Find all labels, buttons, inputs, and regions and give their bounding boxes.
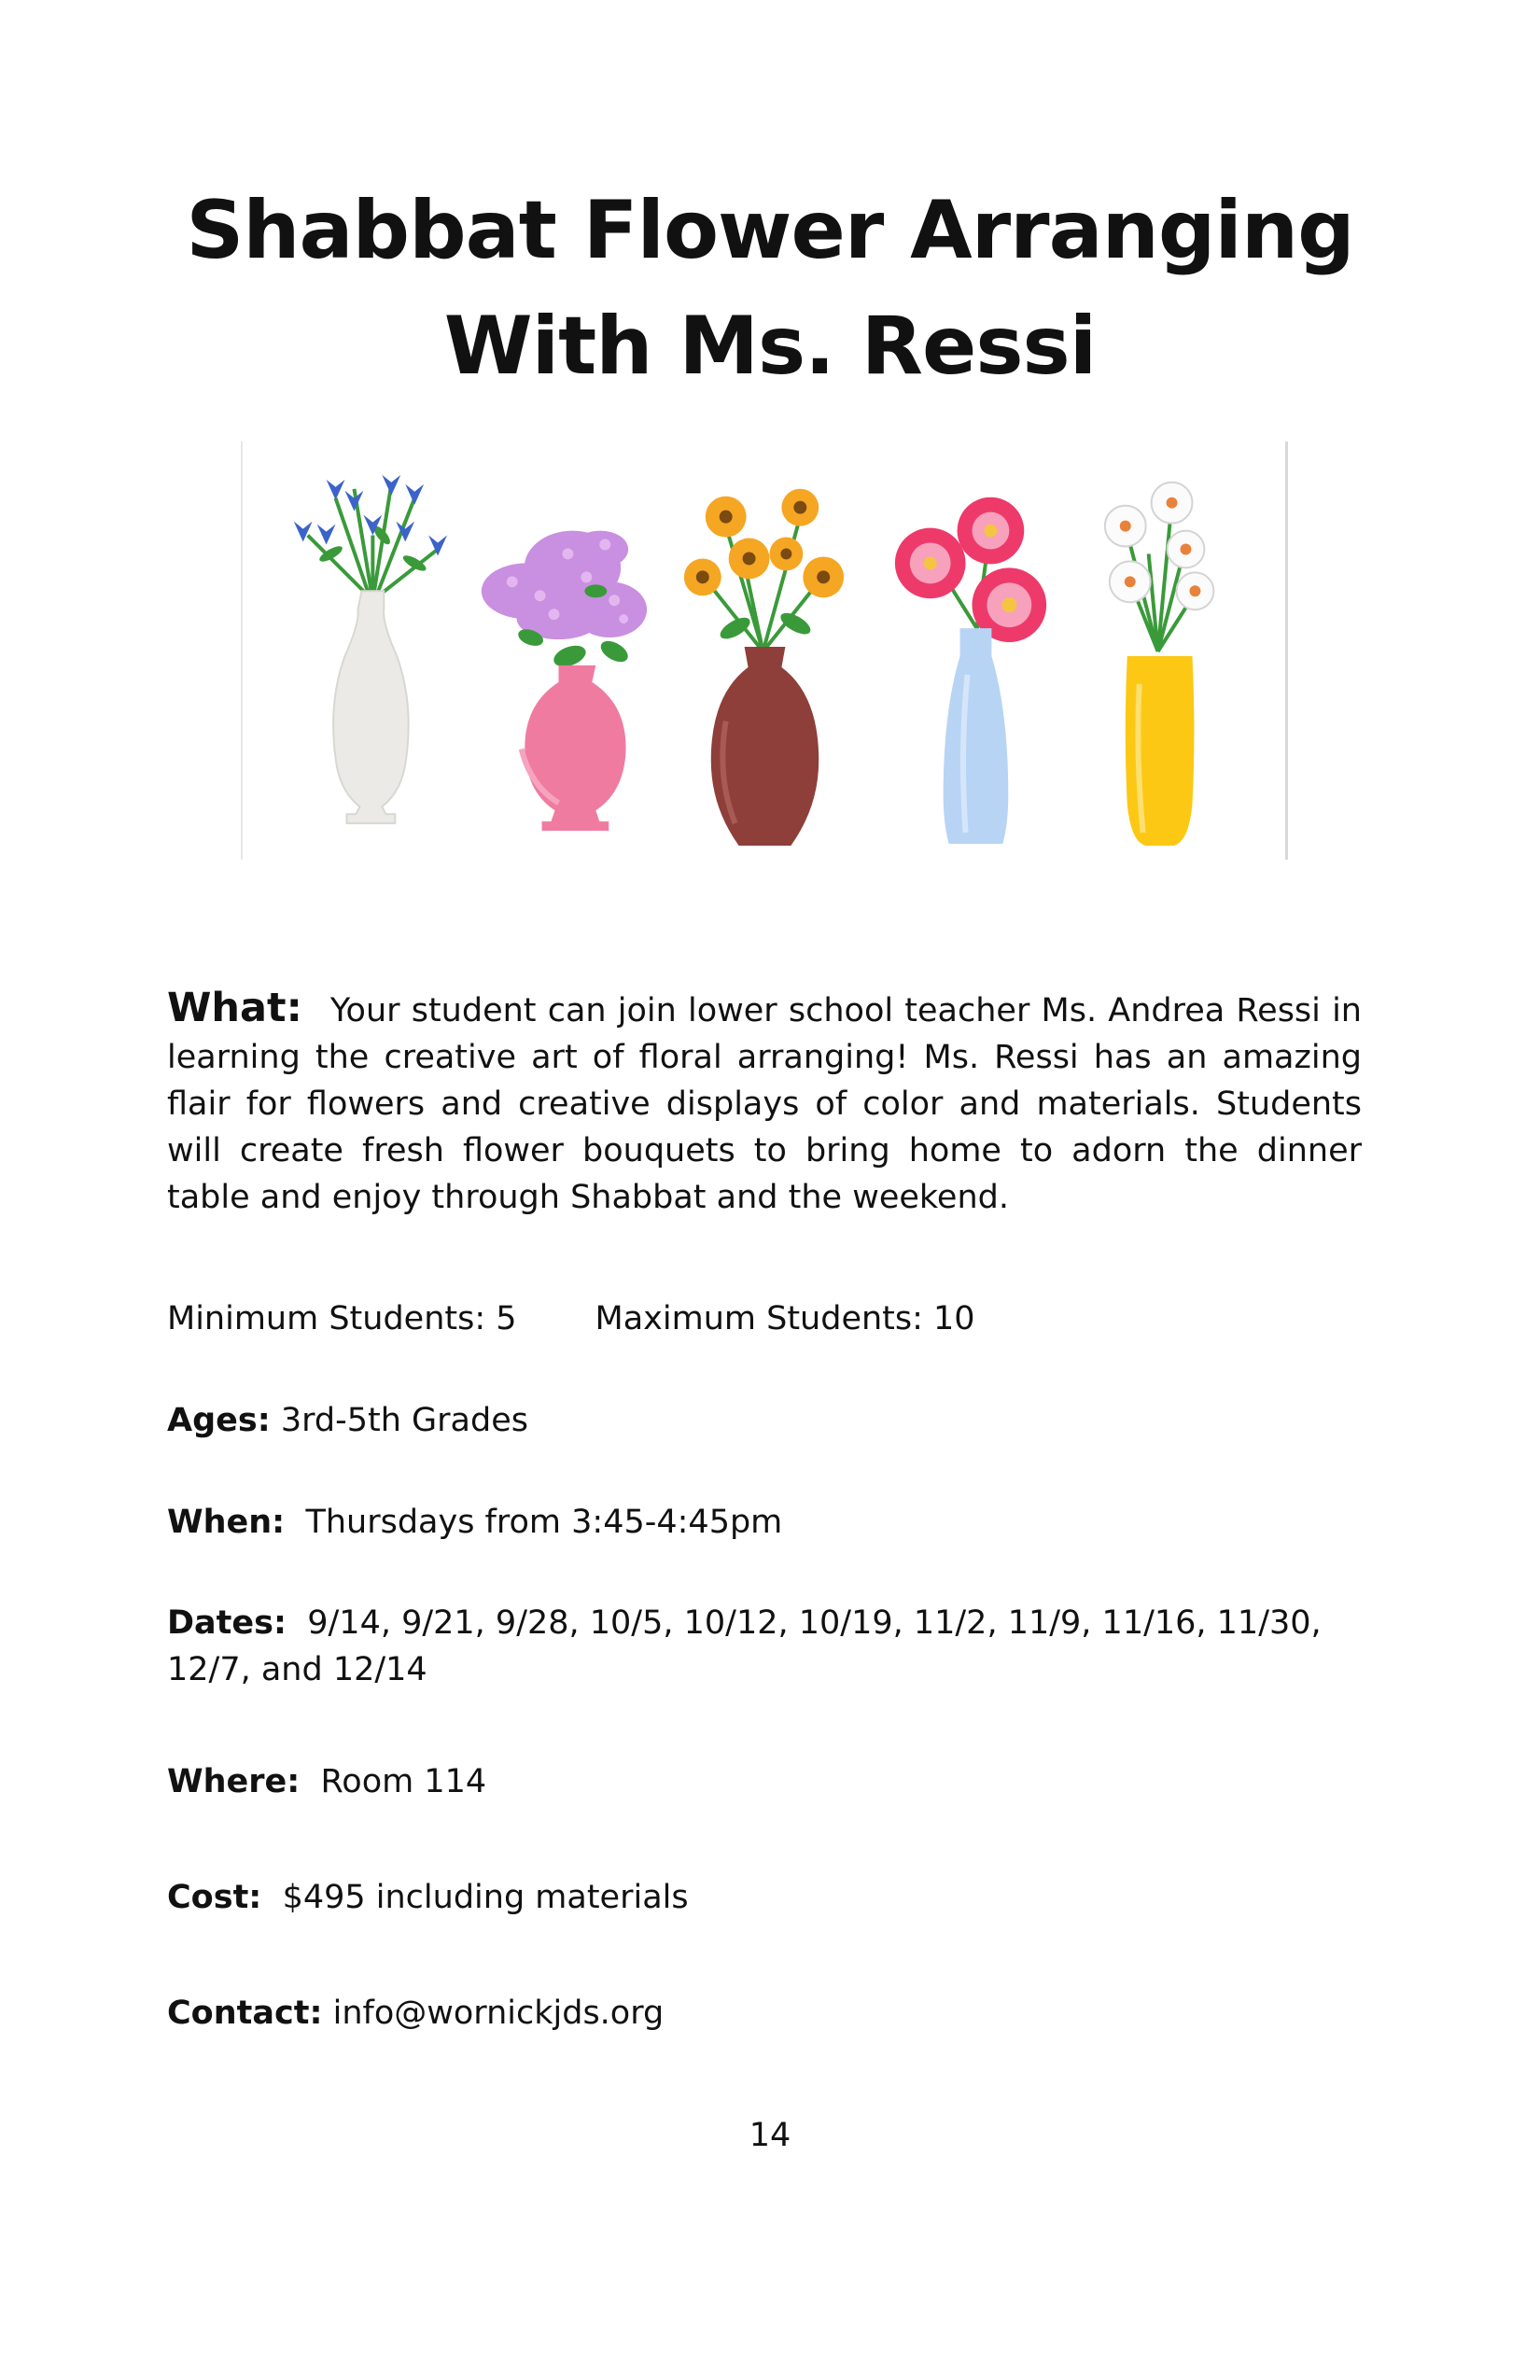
vases-svg <box>243 441 1285 860</box>
when-value: Thursdays from 3:45-4:45pm <box>305 1504 783 1541</box>
when-row <box>167 1499 782 1546</box>
maximum-students: Maximum Students: 10 <box>595 1300 975 1337</box>
ages-row <box>167 1397 528 1444</box>
cost-label: Cost: <box>167 1879 262 1916</box>
dates-row <box>167 1600 1362 1693</box>
ages-label: Ages: <box>167 1402 271 1439</box>
white-vase-blue-flowers <box>294 475 447 823</box>
what-section <box>167 985 1362 1221</box>
when-label: When: <box>167 1504 286 1541</box>
brown-vase-orange-flowers <box>684 489 844 846</box>
cost-row <box>167 1874 689 1921</box>
page-title <box>0 173 1540 404</box>
students-row <box>167 1295 975 1342</box>
page-title-line-2: With Ms. Ressi <box>443 300 1097 393</box>
what-label: What: <box>167 985 302 1031</box>
contact-row <box>167 1990 664 2037</box>
contact-email: info@wornickjds.org <box>332 1995 665 2032</box>
yellow-vase-white-flowers <box>1105 483 1213 846</box>
blue-vase-pink-flowers <box>895 497 1046 844</box>
where-value: Room 114 <box>320 1763 487 1800</box>
page-number: 14 <box>749 2117 791 2154</box>
where-label: Where: <box>167 1763 301 1800</box>
page-title-line-1: Shabbat Flower Arranging <box>186 184 1354 277</box>
ages-value: 3rd-5th Grades <box>280 1402 528 1439</box>
where-row <box>167 1758 486 1805</box>
dates-label: Dates: <box>167 1604 287 1642</box>
dates-value: 9/14, 9/21, 9/28, 10/5, 10/12, 10/19, 11/2, 11/9, 11/16, 11/30, 12/7, and 12/14 <box>167 1604 1322 1688</box>
contact-label: Contact: <box>167 1995 323 2032</box>
minimum-students: Minimum Students: 5 <box>167 1300 517 1337</box>
cost-value: $495 including materials <box>282 1879 689 1916</box>
what-description: Your student can join lower school teacher Ms. Andrea Ressi in learning the creative art of floral arranging! Ms. Ressi has an amazing flair for flowers and creative displays of color and materials. Students will create fresh flower bouquets to bring home to adorn the dinner table and enjoy through Shabbat and the weekend. <box>167 992 1362 1216</box>
flower-vases-illustration <box>241 441 1288 860</box>
pink-vase-lilac-flowers <box>482 531 647 832</box>
